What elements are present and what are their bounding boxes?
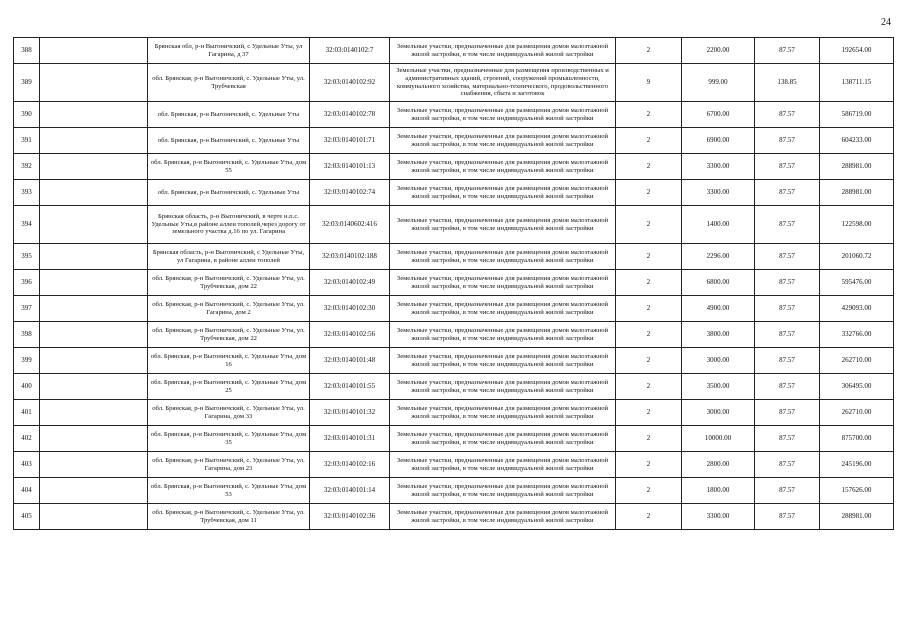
use-code-cell: 2	[616, 180, 682, 206]
table-row	[14, 322, 894, 348]
address-cell: обл. Брянская, р-н Выгоничский, с. Удельные Уты, ул. Гагарина, дом 23	[148, 452, 310, 478]
use-code-cell: 2	[616, 374, 682, 400]
address-cell: обл. Брянская, р-н Выгоничский, с. Удельные Уты, ул. Трубчевская, дом 22	[148, 270, 310, 296]
row-number-cell: 400	[14, 374, 40, 400]
spacer-cell	[40, 348, 148, 374]
cadastral-number-cell: 32:03:0140102:49	[310, 270, 390, 296]
address-cell: Брянская область, р-н Выгоничский, с Удельные Уты, ул Гагарина, в районе аллеи тополей	[148, 244, 310, 270]
address-cell: Брянская область, р-н Выгоничский, в черте н.п.с. Удельные Уты,в районе аллеи тополей,через дорогу от земельного участка д.16 по ул. Гагарина	[148, 206, 310, 244]
table-row	[14, 102, 894, 128]
table-row	[14, 154, 894, 180]
address-cell: обл. Брянская, р-н Выгоничский, с. Удельные Уты	[148, 128, 310, 154]
cadastral-number-cell: 32:03:0140102:7	[310, 38, 390, 64]
area-cell: 3300.00	[682, 180, 755, 206]
land-use-cell: Земельные участки, предназначенные для размещения домов малоэтажной жилой застройки, в том числе индивидуальной жилой застройки	[390, 374, 616, 400]
cadastral-number-cell: 32:03:0140101:32	[310, 400, 390, 426]
cadastral-value-cell: 429093.00	[820, 296, 894, 322]
use-code-cell: 2	[616, 322, 682, 348]
cadastral-value-cell: 306495.00	[820, 374, 894, 400]
cadastral-value-cell: 288981.00	[820, 180, 894, 206]
row-number-cell: 399	[14, 348, 40, 374]
area-cell: 3500.00	[682, 374, 755, 400]
use-code-cell: 2	[616, 478, 682, 504]
row-number-cell: 403	[14, 452, 40, 478]
table-row	[14, 452, 894, 478]
use-code-cell: 2	[616, 426, 682, 452]
cadastral-value-cell: 122598.00	[820, 206, 894, 244]
cadastral-value-cell: 586719.00	[820, 102, 894, 128]
address-cell: обл. Брянская, р-н Выгоничский, с. Удельные Уты, ул. Гагарина, дом 33	[148, 400, 310, 426]
land-use-cell: Земельные участки, предназначенные для размещения домов малоэтажной жилой застройки, в том числе индивидуальной жилой застройки	[390, 478, 616, 504]
cadastral-value-cell: 245196.00	[820, 452, 894, 478]
use-code-cell: 9	[616, 64, 682, 102]
cadastral-number-cell: 32:03:0140102:36	[310, 504, 390, 530]
area-cell: 1400.00	[682, 206, 755, 244]
spacer-cell	[40, 504, 148, 530]
land-use-cell: Земельные участки, предназначенные для размещения домов малоэтажной жилой застройки, в том числе индивидуальной жилой застройки	[390, 322, 616, 348]
row-number-cell: 394	[14, 206, 40, 244]
spacer-cell	[40, 38, 148, 64]
cadastral-number-cell: 32:03:0140101:55	[310, 374, 390, 400]
land-use-cell: Земельные участки, предназначенные для размещения производственных и административных зданий, строений, сооружений промышленности, коммунального хозяйства, материально-технического, продовольственного снабжения, сбыта и заготовок	[390, 64, 616, 102]
address-cell: обл. Брянская, р-н Выгоничский, с. Удельные Уты, дом 16	[148, 348, 310, 374]
row-number-cell: 393	[14, 180, 40, 206]
spacer-cell	[40, 154, 148, 180]
address-cell: обл. Брянская, р-н Выгоничский, с. Удельные Уты, дом 35	[148, 426, 310, 452]
use-code-cell: 2	[616, 38, 682, 64]
cadastral-value-cell: 138711.15	[820, 64, 894, 102]
address-cell: обл. Брянская, р-н Выгоничский, с. Удельные Уты, дом 55	[148, 154, 310, 180]
cadastral-value-cell: 604233.00	[820, 128, 894, 154]
address-cell: обл. Брянская, р-н Выгоничский, с. Удельные Уты	[148, 180, 310, 206]
rate-cell: 87.57	[755, 400, 820, 426]
cadastral-number-cell: 32:03:0140102:78	[310, 102, 390, 128]
spacer-cell	[40, 128, 148, 154]
land-use-cell: Земельные участки, предназначенные для размещения домов малоэтажной жилой застройки, в том числе индивидуальной жилой застройки	[390, 400, 616, 426]
spacer-cell	[40, 478, 148, 504]
land-use-cell: Земельные участки, предназначенные для размещения домов малоэтажной жилой застройки, в том числе индивидуальной жилой застройки	[390, 244, 616, 270]
rate-cell: 87.57	[755, 348, 820, 374]
rate-cell: 87.57	[755, 504, 820, 530]
page-number: 24	[881, 17, 891, 28]
address-cell: обл. Брянская, р-н Выгоничский, с. Удельные Уты, ул. Трубчевская	[148, 64, 310, 102]
row-number-cell: 401	[14, 400, 40, 426]
table-row	[14, 270, 894, 296]
spacer-cell	[40, 322, 148, 348]
area-cell: 2800.00	[682, 452, 755, 478]
spacer-cell	[40, 64, 148, 102]
address-cell: обл. Брянская, р-н Выгоничский, с. Удельные Уты, дом 53	[148, 478, 310, 504]
spacer-cell	[40, 206, 148, 244]
cadastral-number-cell: 32:03:0140102:92	[310, 64, 390, 102]
rate-cell: 138.85	[755, 64, 820, 102]
spacer-cell	[40, 270, 148, 296]
cadastral-number-cell: 32:03:0140101:14	[310, 478, 390, 504]
area-cell: 2296.00	[682, 244, 755, 270]
rate-cell: 87.57	[755, 154, 820, 180]
row-number-cell: 390	[14, 102, 40, 128]
area-cell: 6900.00	[682, 128, 755, 154]
land-use-cell: Земельные участки, предназначенные для размещения домов малоэтажной жилой застройки, в том числе индивидуальной жилой застройки	[390, 102, 616, 128]
cadastral-number-cell: 32:03:0140101:71	[310, 128, 390, 154]
cadastral-value-cell: 595476.00	[820, 270, 894, 296]
use-code-cell: 2	[616, 206, 682, 244]
row-number-cell: 405	[14, 504, 40, 530]
cadastral-value-cell: 192654.00	[820, 38, 894, 64]
table-row	[14, 348, 894, 374]
row-number-cell: 395	[14, 244, 40, 270]
land-use-cell: Земельные участки, предназначенные для размещения домов малоэтажной жилой застройки, в том числе индивидуальной жилой застройки	[390, 426, 616, 452]
rate-cell: 87.57	[755, 322, 820, 348]
area-cell: 10000.00	[682, 426, 755, 452]
rate-cell: 87.57	[755, 102, 820, 128]
spacer-cell	[40, 180, 148, 206]
table-row	[14, 400, 894, 426]
table-row	[14, 38, 894, 64]
use-code-cell: 2	[616, 154, 682, 180]
spacer-cell	[40, 426, 148, 452]
land-use-cell: Земельные участки, предназначенные для размещения домов малоэтажной жилой застройки, в том числе индивидуальной жилой застройки	[390, 180, 616, 206]
cadastral-number-cell: 32:03:0140101:48	[310, 348, 390, 374]
address-cell: обл. Брянская, р-н Выгоничский, с. Удельные Уты, ул. Трубчевская, дом 22	[148, 322, 310, 348]
rate-cell: 87.57	[755, 128, 820, 154]
cadastral-value-cell: 288981.00	[820, 154, 894, 180]
rate-cell: 87.57	[755, 452, 820, 478]
use-code-cell: 2	[616, 452, 682, 478]
land-plots-table	[13, 37, 894, 530]
cadastral-number-cell: 32:03:0140101:31	[310, 426, 390, 452]
area-cell: 6700.00	[682, 102, 755, 128]
use-code-cell: 2	[616, 504, 682, 530]
use-code-cell: 2	[616, 400, 682, 426]
area-cell: 1800.00	[682, 478, 755, 504]
row-number-cell: 397	[14, 296, 40, 322]
row-number-cell: 398	[14, 322, 40, 348]
cadastral-number-cell: 32:03:0140602:416	[310, 206, 390, 244]
cadastral-number-cell: 32:03:0140102:74	[310, 180, 390, 206]
rate-cell: 87.57	[755, 244, 820, 270]
row-number-cell: 391	[14, 128, 40, 154]
spacer-cell	[40, 400, 148, 426]
cadastral-number-cell: 32:03:0140102:188	[310, 244, 390, 270]
table-row	[14, 504, 894, 530]
table-row	[14, 478, 894, 504]
address-cell: обл. Брянская, р-н Выгоничский, с. Удельные Уты, ул. Гагарина, дом 2	[148, 296, 310, 322]
land-use-cell: Земельные участки, предназначенные для размещения домов малоэтажной жилой застройки, в том числе индивидуальной жилой застройки	[390, 270, 616, 296]
cadastral-value-cell: 201060.72	[820, 244, 894, 270]
land-use-cell: Земельные участки, предназначенные для размещения домов малоэтажной жилой застройки, в том числе индивидуальной жилой застройки	[390, 206, 616, 244]
cadastral-number-cell: 32:03:0140102:16	[310, 452, 390, 478]
cadastral-value-cell: 875700.00	[820, 426, 894, 452]
table-row	[14, 374, 894, 400]
use-code-cell: 2	[616, 244, 682, 270]
address-cell: обл. Брянская, р-н Выгоничский, с. Удельные Уты	[148, 102, 310, 128]
rate-cell: 87.57	[755, 38, 820, 64]
land-use-cell: Земельные участки, предназначенные для размещения домов малоэтажной жилой застройки, в том числе индивидуальной жилой застройки	[390, 128, 616, 154]
cadastral-value-cell: 332766.00	[820, 322, 894, 348]
cadastral-value-cell: 262710.00	[820, 348, 894, 374]
area-cell: 3300.00	[682, 504, 755, 530]
table-row	[14, 426, 894, 452]
land-use-cell: Земельные участки, предназначенные для размещения домов малоэтажной жилой застройки, в том числе индивидуальной жилой застройки	[390, 348, 616, 374]
table-row	[14, 180, 894, 206]
rate-cell: 87.57	[755, 296, 820, 322]
rate-cell: 87.57	[755, 374, 820, 400]
use-code-cell: 2	[616, 128, 682, 154]
use-code-cell: 2	[616, 102, 682, 128]
row-number-cell: 404	[14, 478, 40, 504]
address-cell: Брянская обл, р-н Выгоничский, с Удельные Уты, ул Гагарина, д 37	[148, 38, 310, 64]
spacer-cell	[40, 452, 148, 478]
area-cell: 3300.00	[682, 154, 755, 180]
row-number-cell: 392	[14, 154, 40, 180]
spacer-cell	[40, 374, 148, 400]
area-cell: 3800.00	[682, 322, 755, 348]
spacer-cell	[40, 296, 148, 322]
land-use-cell: Земельные участки, предназначенные для размещения домов малоэтажной жилой застройки, в том числе индивидуальной жилой застройки	[390, 452, 616, 478]
cadastral-number-cell: 32:03:0140102:56	[310, 322, 390, 348]
use-code-cell: 2	[616, 348, 682, 374]
cadastral-number-cell: 32:03:0140102:30	[310, 296, 390, 322]
row-number-cell: 402	[14, 426, 40, 452]
table-row	[14, 128, 894, 154]
use-code-cell: 2	[616, 270, 682, 296]
land-use-cell: Земельные участки, предназначенные для размещения домов малоэтажной жилой застройки, в том числе индивидуальной жилой застройки	[390, 38, 616, 64]
area-cell: 4900.00	[682, 296, 755, 322]
spacer-cell	[40, 244, 148, 270]
rate-cell: 87.57	[755, 426, 820, 452]
table-row	[14, 64, 894, 102]
row-number-cell: 388	[14, 38, 40, 64]
area-cell: 3000.00	[682, 348, 755, 374]
use-code-cell: 2	[616, 296, 682, 322]
cadastral-value-cell: 262710.00	[820, 400, 894, 426]
address-cell: обл. Брянская, р-н Выгоничский, с. Удельные Уты, дом 25	[148, 374, 310, 400]
table-row	[14, 206, 894, 244]
land-use-cell: Земельные участки, предназначенные для размещения домов малоэтажной жилой застройки, в том числе индивидуальной жилой застройки	[390, 296, 616, 322]
address-cell: обл. Брянская, р-н Выгоничский, с. Удельные Уты, ул. Трубчевская, дом 11	[148, 504, 310, 530]
area-cell: 999.00	[682, 64, 755, 102]
table-body	[14, 38, 894, 530]
cadastral-value-cell: 157626.00	[820, 478, 894, 504]
land-use-cell: Земельные участки, предназначенные для размещения домов малоэтажной жилой застройки, в том числе индивидуальной жилой застройки	[390, 154, 616, 180]
row-number-cell: 396	[14, 270, 40, 296]
row-number-cell: 389	[14, 64, 40, 102]
spacer-cell	[40, 102, 148, 128]
area-cell: 6800.00	[682, 270, 755, 296]
rate-cell: 87.57	[755, 180, 820, 206]
table-row	[14, 296, 894, 322]
rate-cell: 87.57	[755, 270, 820, 296]
cadastral-value-cell: 288981.00	[820, 504, 894, 530]
land-use-cell: Земельные участки, предназначенные для размещения домов малоэтажной жилой застройки, в том числе индивидуальной жилой застройки	[390, 504, 616, 530]
rate-cell: 87.57	[755, 206, 820, 244]
area-cell: 2200.00	[682, 38, 755, 64]
area-cell: 3000.00	[682, 400, 755, 426]
rate-cell: 87.57	[755, 478, 820, 504]
table-row	[14, 244, 894, 270]
cadastral-number-cell: 32:03:0140101:13	[310, 154, 390, 180]
